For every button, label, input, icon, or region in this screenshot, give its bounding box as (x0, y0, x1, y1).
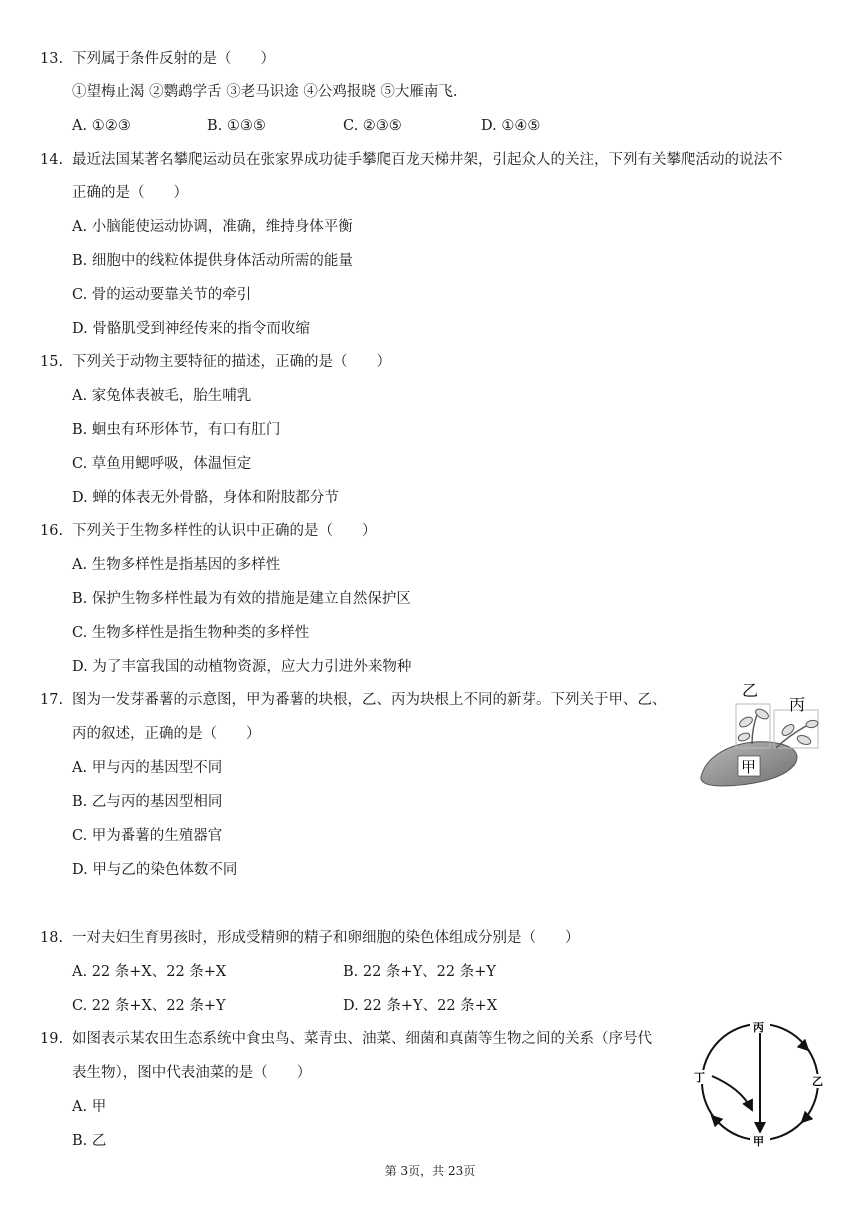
option-b: B. 细胞中的线粒体提供身体活动所需的能量 (72, 253, 353, 269)
figure-label-yi: 乙 (742, 682, 759, 700)
option-a: A. ①②③ (72, 118, 131, 134)
page-footer: 第 3页，共 23页 (384, 1164, 476, 1178)
option-d: D. 为了丰富我国的动植物资源，应大力引进外来物种 (72, 659, 412, 675)
question-number: 16. (40, 523, 64, 539)
option-c: C. 22 条+X、22 条+Y (72, 998, 226, 1014)
figure-label-jia: 甲 (753, 1135, 764, 1148)
option-c: C. 生物多样性是指生物种类的多样性 (72, 625, 310, 641)
option-a: A. 甲 (72, 1099, 107, 1115)
option-b: B. 乙与丙的基因型相同 (72, 794, 223, 810)
option-d: D. 骨骼肌受到神经传来的指令而收缩 (72, 321, 310, 337)
question-stem-line2: ①望梅止渴 ②鹦鹉学舌 ③老马识途 ④公鸡报晓 ⑤大雁南飞. (72, 84, 458, 100)
option-a: A. 小脑能使运动协调，准确，维持身体平衡 (72, 219, 353, 235)
option-a: A. 家兔体表被毛，胎生哺乳 (72, 388, 252, 404)
question-stem: 下列关于动物主要特征的描述，正确的是（ ） (72, 354, 391, 370)
option-c: C. 骨的运动要靠关节的牵引 (72, 287, 252, 303)
option-b: B. 蛔虫有环形体节，有口有肛门 (72, 422, 281, 438)
option-b: B. 22 条+Y、22 条+Y (343, 964, 496, 980)
option-d: D. 甲与乙的染色体数不同 (72, 862, 238, 878)
question-stem-line2: 表生物），图中代表油菜的是（ ） (72, 1065, 312, 1081)
figure-label-bing: 丙 (789, 695, 806, 714)
option-a: A. 生物多样性是指基因的多样性 (72, 557, 281, 573)
ecosystem-cycle-figure (690, 1018, 830, 1148)
option-c: C. ②③⑤ (343, 118, 402, 134)
question-number: 14. (40, 152, 64, 168)
option-d: D. 22 条+Y、22 条+X (343, 998, 498, 1014)
question-stem: 下列关于生物多样性的认识中正确的是（ ） (72, 523, 377, 539)
question-number: 13. (40, 51, 64, 67)
option-c: C. 草鱼用鳃呼吸，体温恒定 (72, 456, 252, 472)
option-a: A. 甲与丙的基因型不同 (72, 760, 223, 776)
figure-label-bing: 丙 (753, 1021, 764, 1034)
option-b: B. 乙 (72, 1133, 107, 1149)
question-number: 17. (40, 692, 64, 708)
question-number: 15. (40, 354, 64, 370)
option-d: D. ①④⑤ (481, 118, 541, 134)
option-a: A. 22 条+X、22 条+X (72, 964, 227, 980)
question-stem: 一对夫妇生育男孩时，形成受精卵的精子和卵细胞的染色体组成分别是（ ） (72, 930, 580, 946)
option-b: B. ①③⑤ (207, 118, 266, 134)
question-stem: 图为一发芽番薯的示意图，甲为番薯的块根，乙、丙为块根上不同的新芽。下列关于甲、乙、 (72, 692, 667, 708)
question-stem-line2: 正确的是（ ） (72, 185, 188, 201)
question-stem: 如图表示某农田生态系统中食虫鸟、菜青虫、油菜、细菌和真菌等生物之间的关系（序号代 (72, 1031, 652, 1047)
question-stem: 最近法国某著名攀爬运动员在张家界成功徒手攀爬百龙天梯井架，引起众人的关注，下列有关攀爬活动的说法不 (72, 152, 783, 168)
option-d: D. 蝉的体表无外骨骼，身体和附肢都分节 (72, 490, 339, 506)
question-stem-line2: 丙的叙述，正确的是（ ） (72, 726, 261, 742)
figure-label-jia: 甲 (741, 758, 757, 776)
figure-label-yi: 乙 (812, 1075, 823, 1088)
sweet-potato-figure (696, 682, 826, 790)
option-c: C. 甲为番薯的生殖器官 (72, 828, 223, 844)
question-number: 19. (40, 1031, 64, 1047)
option-b: B. 保护生物多样性最为有效的措施是建立自然保护区 (72, 591, 411, 607)
question-number: 18. (40, 930, 64, 946)
question-stem: 下列属于条件反射的是（ ） (72, 51, 275, 67)
figure-label-ding: 丁 (694, 1071, 705, 1084)
